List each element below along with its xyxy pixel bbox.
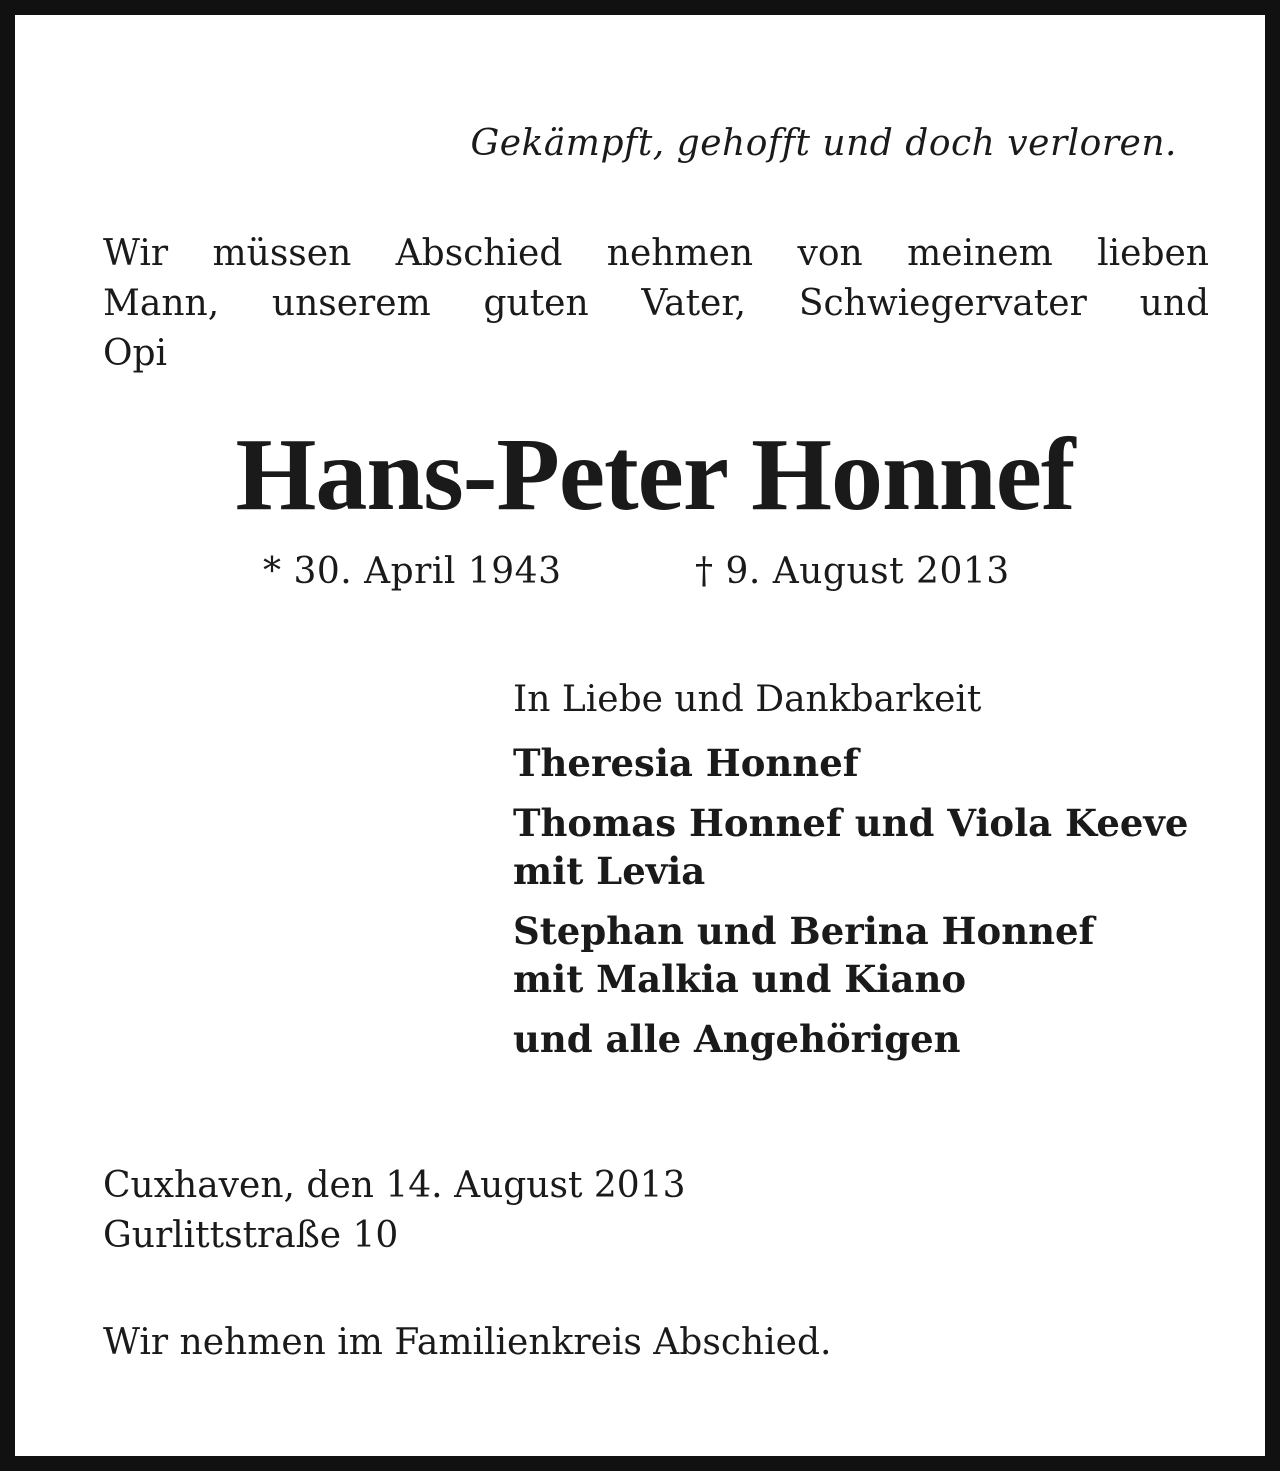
mourner-line: und alle Angehörigen — [513, 1017, 961, 1061]
intro-text — [103, 229, 1209, 379]
mourner-entry — [513, 739, 1213, 787]
mourner-line: mit Malkia und Kiano — [513, 957, 967, 1001]
intro-line: Wir müssen Abschied nehmen von meinem lieben — [103, 233, 1209, 274]
place-and-address — [103, 1161, 686, 1261]
mourner-line: Thomas Honnef und Viola Keeve — [513, 801, 1189, 845]
mourners-block — [513, 675, 1213, 1075]
mourner-entry — [513, 907, 1213, 1003]
mourner-entry — [513, 799, 1213, 895]
mourner-line: mit Levia — [513, 849, 706, 893]
closing-note: Wir nehmen im Familienkreis Abschied. — [103, 1322, 832, 1363]
birth-date: * 30. April 1943 — [263, 551, 562, 592]
address: Gurlittstraße 10 — [103, 1215, 399, 1256]
motto: Gekämpft, gehofft und doch verloren. — [470, 123, 1177, 164]
deceased-name: Hans-Peter Honnef — [235, 417, 1075, 532]
intro-line: Mann, unserem guten Vater, Schwiegervater und — [103, 283, 1209, 324]
mourner-line: Theresia Honnef — [513, 741, 859, 785]
mourner-entry — [513, 1015, 1213, 1063]
mourner-line: Stephan und Berina Honnef — [513, 909, 1095, 953]
death-date: † 9. August 2013 — [695, 551, 1010, 592]
place-date: Cuxhaven, den 14. August 2013 — [103, 1165, 686, 1206]
intro-line: Opi — [103, 333, 168, 374]
dedication: In Liebe und Dankbarkeit — [513, 679, 982, 720]
